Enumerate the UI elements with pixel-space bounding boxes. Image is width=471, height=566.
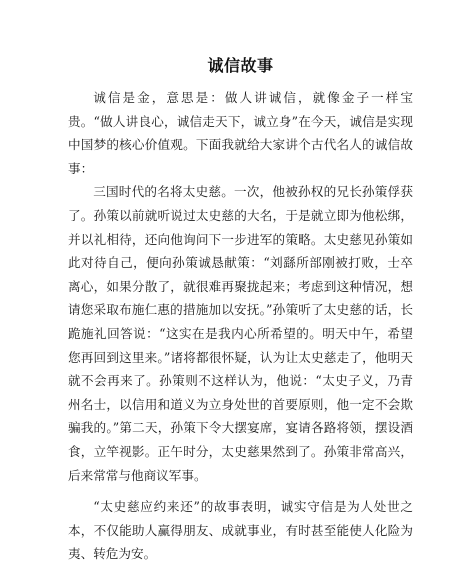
document-title: 诚信故事 <box>207 56 274 75</box>
intro-paragraph: 诚信是金，意思是：做人讲诚信，就像金子一样宝贵。“做人讲良心，诚信走天下，诚立身”在今天，诚信是实现中国梦的核心价值观。下面我就给大家讲个古代名人的诚信故事： <box>68 90 413 176</box>
story-paragraph: 三国时代的名将太史慈。一次，他被孙权的兄长孙策俘获了。孙策以前就听说过太史慈的大名，于是就立即为他松绑，并以礼相待，还向他询问下一步进军的策略。太史慈见孙策如此对待自己，便向孙策诚恳献策：“刘繇所部刚被打败，士卒离心，如果分散了，就很难再聚拢起来；考虑到这种情况，想请您采取布施仁惠的措施加以安抚。”孙策听了太史慈的话，长跪施礼回答说：“这实在是我内心所希望的。明天中午，希望您再回到这里来。”诸将都很怀疑，认为让太史慈走了，他明天就不会再来了。孙策则不这样认为，他说：“太史子义，乃青州名士，以信用和道义为立身处世的首要原则，他一定不会欺骗我的。”第二天，孙策下令大摆宴席，宴请各路将领，摆设酒食，立竿视影。正午时分，太史慈果然到了。孙策非常高兴，后来常常与他商议军事。 <box>68 184 413 483</box>
conclusion-paragraph: “太史慈应约来还”的故事表明，诚实守信是为人处世之本，不仅能助人赢得朋友、成就事业，有时甚至能使人化险为夷、转危为安。 <box>68 499 413 562</box>
